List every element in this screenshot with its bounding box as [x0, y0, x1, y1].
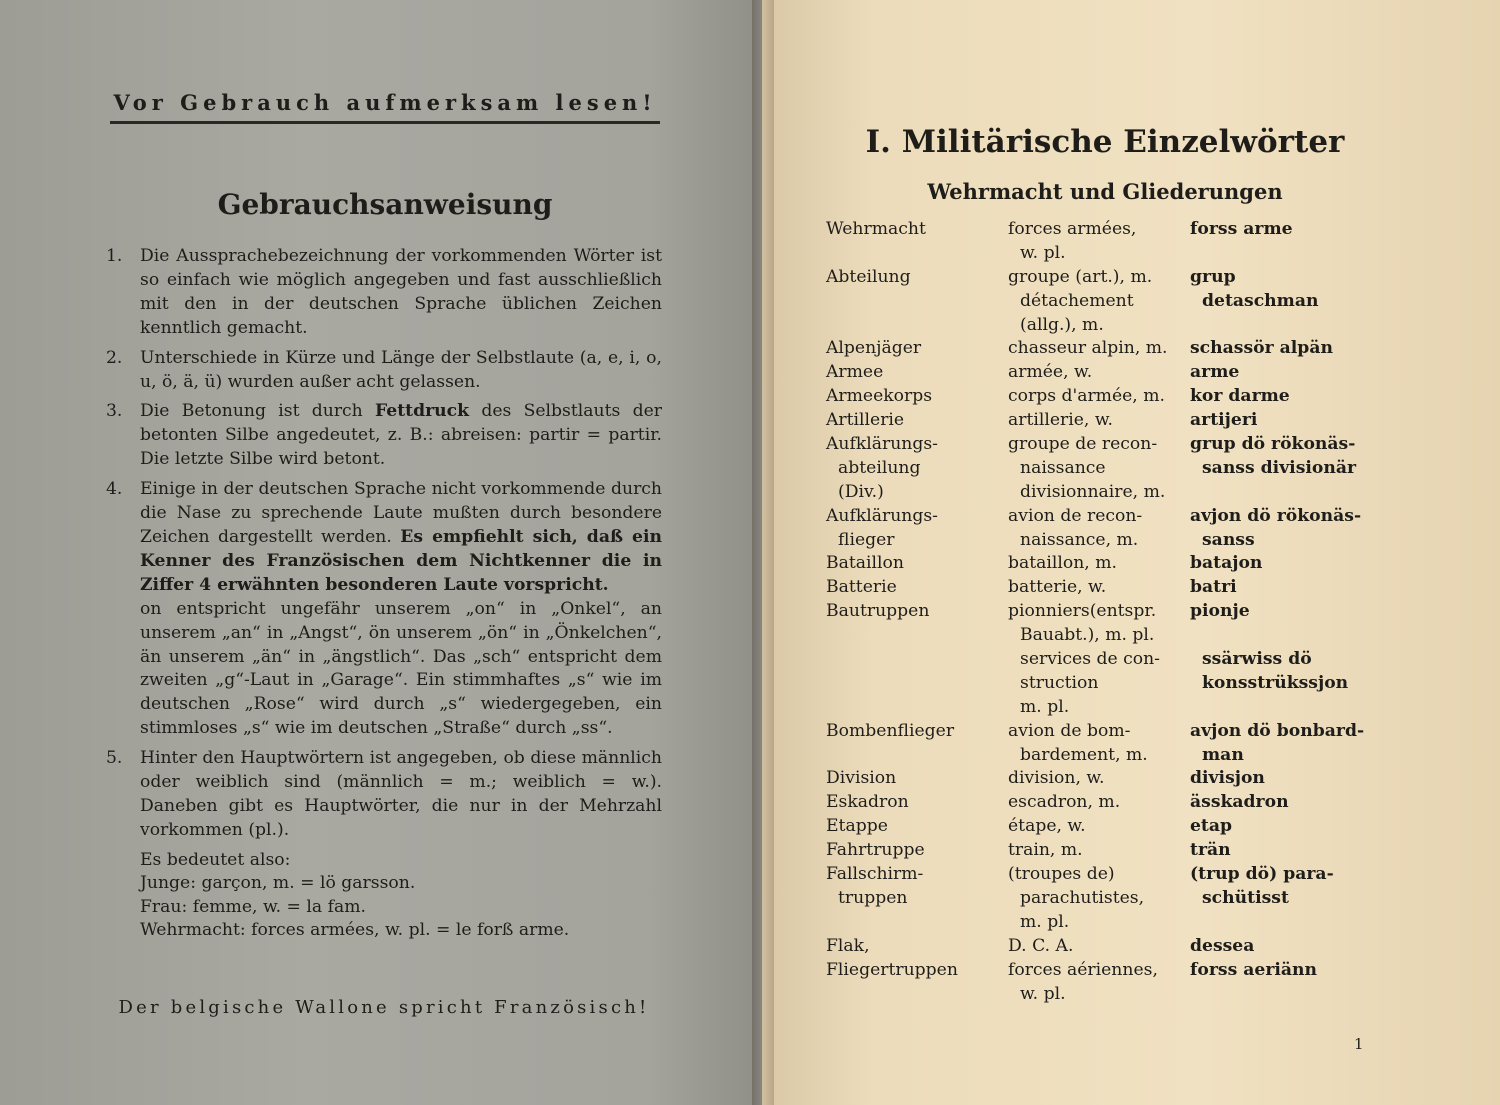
french-term — [1008, 720, 1190, 768]
vocab-entry — [826, 720, 1386, 768]
vocab-entry — [826, 791, 1386, 815]
french-term-line: escadron, m. — [1008, 792, 1121, 813]
german-term-line — [826, 672, 1008, 696]
german-term — [826, 600, 1008, 719]
german-term-line — [826, 696, 1008, 720]
french-term — [1008, 361, 1190, 385]
french-term-line: naissance — [1020, 457, 1106, 478]
german-term-line: Batterie — [826, 577, 897, 598]
french-term-line: pionniers(entspr. — [1008, 601, 1157, 622]
item-text: Unterschiede in Kürze und Länge der Selbstlaute (a, e, i, o, u, ö, ä, ü) wurden außer acht gelassen. — [140, 347, 662, 392]
pronunciation — [1190, 218, 1380, 266]
pronunciation — [1190, 552, 1380, 576]
french-term-line: avion de bom- — [1008, 720, 1131, 741]
french-term-line: bataillon, m. — [1008, 553, 1117, 574]
french-term — [1008, 433, 1190, 505]
german-term — [826, 266, 1008, 338]
french-term — [1008, 815, 1190, 839]
item-number: 2. — [106, 347, 123, 368]
pronunciation-line: dessea — [1190, 935, 1255, 956]
pronunciation-line: arme — [1190, 362, 1240, 383]
bold-recommendation: Es empfiehlt sich, daß ein Kenner des Französischen dem Nichtkenner die in Ziffer 4 erwähnten besonderen Laute vorspricht. — [140, 526, 663, 595]
pronunciation-line: ässkadron — [1190, 792, 1289, 813]
pronunciation-line: grup dö rökonäs- — [1190, 434, 1356, 455]
pronunciation — [1190, 815, 1380, 839]
german-term — [826, 337, 1008, 361]
item-text-part: Einige in der deutschen Sprache nicht vorkommende durch die Nase zu sprechende Laute mußten durch besondere Zeichen dargestellt werden. — [140, 479, 662, 547]
item-text — [140, 478, 662, 741]
german-term — [826, 767, 1008, 791]
vocab-entry — [826, 600, 1386, 719]
instruction-item-2 — [106, 347, 662, 395]
example-line: Wehrmacht: forces armées, w. pl. = le forß arme. — [140, 920, 570, 941]
french-term-line: chasseur alpin, m. — [1008, 338, 1168, 359]
pronunciation-line — [1190, 983, 1380, 1007]
german-term — [826, 839, 1008, 863]
german-term-line: Eskadron — [826, 792, 909, 813]
pronunciation — [1190, 409, 1380, 433]
french-term-line: étape, w. — [1008, 816, 1086, 837]
vocab-entry — [826, 409, 1386, 433]
german-term-line: Wehrmacht — [826, 219, 926, 239]
french-term-line: armée, w. — [1008, 362, 1093, 383]
examples-block — [140, 849, 662, 943]
pronunciation — [1190, 361, 1380, 385]
pronunciation — [1190, 433, 1380, 505]
french-term — [1008, 576, 1190, 600]
pronunciation-line: kor darme — [1190, 386, 1290, 407]
pronunciation — [1190, 839, 1380, 863]
pronunciation-line — [1190, 624, 1380, 648]
example-line: Frau: femme, w. = la fam. — [140, 896, 366, 917]
french-term — [1008, 552, 1190, 576]
pronunciation-line: sanss — [1202, 529, 1255, 550]
german-term-line: Artillerie — [826, 410, 905, 431]
french-term-line: groupe de recon- — [1008, 434, 1158, 455]
german-term-line: Flak, — [826, 935, 870, 956]
pronunciation-line: forss arme — [1190, 219, 1293, 239]
french-term — [1008, 600, 1190, 719]
pronunciation-line: schassör alpän — [1190, 338, 1333, 359]
nasal-sounds-note: on entspricht ungefähr unserem „on“ in „Onkel“, an unserem „an“ in „Angst“, ön unserem „ön“ in „Önkelchen“, än unserem „än“ in „ängstlich“. Das „sch“ entspricht dem zweiten „g“-Laut in „Garage“. Ein stimmhaftes „s“ wie im deutschen „Rose“ wird durch „s“ wiedergegeben, ein stimmloses „s“ wie im deutschen „Straße“ durch „ss“. — [140, 598, 662, 739]
german-term — [826, 218, 1008, 266]
vocabulary-list — [826, 218, 1386, 1006]
german-term-line: Armeekorps — [826, 386, 933, 407]
pronunciation-line: (trup dö) para- — [1190, 864, 1334, 885]
german-term-line — [826, 911, 1008, 935]
vocab-entry — [826, 505, 1386, 553]
pronunciation — [1190, 863, 1380, 935]
german-term-line: Fahrtruppe — [826, 840, 925, 861]
french-term-line: D. C. A. — [1008, 935, 1074, 956]
vocab-entry — [826, 218, 1386, 266]
french-term-line: batterie, w. — [1008, 577, 1107, 598]
german-term-line — [826, 983, 1008, 1007]
german-term-line: Fliegertruppen — [826, 959, 958, 980]
german-term-line — [826, 314, 1008, 338]
german-term-line — [826, 744, 1008, 768]
german-term-line: Aufklärungs- — [826, 505, 938, 526]
german-term-line — [826, 242, 1008, 266]
pronunciation-line: batajon — [1190, 553, 1263, 574]
french-term-line: naissance, m. — [1020, 529, 1139, 550]
german-term-line: Bataillon — [826, 553, 904, 574]
pronunciation — [1190, 505, 1380, 553]
french-term — [1008, 863, 1190, 935]
french-term-line: Bauabt.), m. pl. — [1020, 625, 1155, 646]
french-term — [1008, 337, 1190, 361]
example-line: Es bedeutet also: — [140, 849, 291, 870]
german-term-line: Armee — [826, 362, 884, 383]
pronunciation-line — [1190, 314, 1380, 338]
french-term-line: w. pl. — [1020, 983, 1066, 1004]
pronunciation-line: avjon dö bonbard- — [1190, 720, 1365, 741]
item-text: Hinter den Hauptwörtern ist angegeben, ob diese männlich oder weiblich sind (männlich = m.; weiblich = w.). Daneben gibt es Hauptwörter, die nur in der Mehrzahl vorkommen (pl.). — [140, 748, 662, 840]
german-term — [826, 552, 1008, 576]
pronunciation-line: divisjon — [1190, 768, 1265, 789]
pronunciation-line: sanss divisionär — [1202, 457, 1357, 478]
pronunciation-line: batri — [1190, 577, 1237, 598]
german-term-line: Division — [826, 768, 897, 789]
vocab-entry — [826, 935, 1386, 959]
german-term-line: Abteilung — [826, 266, 911, 287]
pronunciation-line: forss aeriänn — [1190, 959, 1318, 980]
french-term-line: (troupes de) — [1008, 864, 1115, 885]
vocab-entry — [826, 767, 1386, 791]
pronunciation — [1190, 935, 1380, 959]
german-term — [826, 720, 1008, 768]
french-term-line: (allg.), m. — [1020, 314, 1104, 335]
french-term-line: forces aériennes, — [1008, 959, 1158, 980]
pronunciation — [1190, 600, 1380, 719]
instruction-item-4 — [106, 478, 662, 741]
item-text: Die Aussprachebezeichnung der vorkommenden Wörter ist so einfach wie möglich angegeben und fast ausschließlich mit den in der deutschen Sprache üblichen Zeichen kenntlich gemacht. — [140, 246, 662, 338]
german-term — [826, 935, 1008, 959]
french-term-line: division, w. — [1008, 768, 1105, 789]
german-term-line: truppen — [838, 887, 908, 908]
instructions-title: Gebrauchsanweisung — [217, 188, 553, 221]
french-term — [1008, 959, 1190, 1007]
french-term-line: artillerie, w. — [1008, 410, 1113, 431]
french-term — [1008, 767, 1190, 791]
german-term-line — [826, 290, 1008, 314]
french-term-line: train, m. — [1008, 840, 1083, 861]
german-term-line: flieger — [838, 529, 895, 550]
vocab-entry — [826, 385, 1386, 409]
french-term-line: services de con- — [1020, 649, 1160, 670]
page-number: 1 — [1354, 1035, 1364, 1053]
item-number: 4. — [106, 479, 123, 500]
pronunciation — [1190, 385, 1380, 409]
vocab-entry — [826, 361, 1386, 385]
french-term — [1008, 266, 1190, 338]
german-term-line — [826, 648, 1008, 672]
pronunciation-line: pionje — [1190, 601, 1250, 622]
french-term-line: forces armées, — [1008, 219, 1137, 239]
pronunciation-line: etap — [1190, 816, 1233, 837]
french-term-line: groupe (art.), m. — [1008, 266, 1153, 287]
french-term-line: détachement — [1020, 290, 1134, 311]
pronunciation-line: ssärwiss dö — [1202, 649, 1312, 670]
french-term-line: m. pl. — [1020, 696, 1070, 717]
german-term — [826, 433, 1008, 505]
pronunciation-line: detaschman — [1202, 290, 1319, 311]
pronunciation-line — [1190, 242, 1380, 266]
pronunciation-line: trän — [1190, 840, 1231, 861]
vocab-entry — [826, 839, 1386, 863]
pronunciation — [1190, 576, 1380, 600]
header-note: Vor Gebrauch aufmerksam lesen! — [113, 90, 657, 115]
french-term-line: m. pl. — [1020, 911, 1070, 932]
german-term-line: Bombenflieger — [826, 720, 955, 741]
german-term-line: Etappe — [826, 816, 888, 837]
instructions-list — [106, 245, 662, 943]
instruction-item-3 — [106, 400, 662, 472]
pronunciation — [1190, 720, 1380, 768]
pronunciation-line — [1190, 481, 1380, 505]
french-term — [1008, 791, 1190, 815]
german-term-line: Bautruppen — [826, 601, 930, 622]
pronunciation — [1190, 767, 1380, 791]
french-term-line: divisionnaire, m. — [1020, 481, 1166, 502]
vocab-entry — [826, 959, 1386, 1007]
french-term — [1008, 385, 1190, 409]
german-term-line — [826, 624, 1008, 648]
german-term — [826, 863, 1008, 935]
french-term — [1008, 409, 1190, 433]
instruction-item-5 — [106, 747, 662, 843]
section-subtitle: Wehrmacht und Gliederungen — [927, 179, 1283, 204]
german-term-line: Aufklärungs- — [826, 434, 938, 455]
pronunciation-line: artijeri — [1190, 410, 1258, 431]
french-term — [1008, 218, 1190, 266]
vocab-entry — [826, 863, 1386, 935]
french-term — [1008, 839, 1190, 863]
item-text-part: Die Betonung ist durch — [140, 401, 376, 422]
german-term — [826, 791, 1008, 815]
german-term-line: Alpenjäger — [826, 338, 922, 359]
french-term-line: parachutistes, — [1020, 887, 1145, 908]
vocab-entry — [826, 433, 1386, 505]
example-line: Junge: garçon, m. = lö garsson. — [140, 873, 416, 894]
item-number: 3. — [106, 401, 123, 422]
vocab-entry — [826, 552, 1386, 576]
pronunciation-line: schütisst — [1202, 887, 1289, 908]
french-term-line: corps d'armée, m. — [1008, 386, 1165, 407]
vocab-entry — [826, 815, 1386, 839]
item-number: 5. — [106, 748, 123, 769]
french-term-line: w. pl. — [1020, 242, 1066, 263]
vocab-entry — [826, 337, 1386, 361]
pronunciation — [1190, 266, 1380, 338]
instruction-item-1 — [106, 245, 662, 341]
pronunciation-line: grup — [1190, 266, 1236, 287]
book-gutter — [752, 0, 774, 1105]
pronunciation-line: avjon dö rökonäs- — [1190, 505, 1362, 526]
header-rule — [110, 121, 660, 124]
bold-word: Fettdruck — [375, 401, 470, 422]
closing-line: Der belgische Wallone spricht Französisch! — [118, 997, 650, 1018]
vocab-entry — [826, 266, 1386, 338]
german-term — [826, 409, 1008, 433]
german-term-line: abteilung — [838, 457, 921, 478]
french-term — [1008, 505, 1190, 553]
german-term — [826, 576, 1008, 600]
item-text — [140, 400, 662, 472]
german-term — [826, 385, 1008, 409]
pronunciation-line: man — [1202, 744, 1244, 765]
german-term-line: Fallschirm- — [826, 864, 924, 885]
item-number: 1. — [106, 246, 123, 266]
german-term — [826, 815, 1008, 839]
vocab-entry — [826, 576, 1386, 600]
pronunciation-line: konsstrükssjon — [1202, 672, 1349, 693]
french-term — [1008, 935, 1190, 959]
item-text-part: des Selbstlauts der betonten Silbe angedeutet, z. B.: abreisen: partir = partir. Die letzte Silbe wird betont. — [140, 401, 662, 470]
french-term-line: bardement, m. — [1020, 744, 1148, 765]
french-term-line: struction — [1020, 672, 1099, 693]
pronunciation-line — [1190, 696, 1380, 720]
pronunciation — [1190, 791, 1380, 815]
german-term — [826, 505, 1008, 553]
chapter-title: I. Militärische Einzelwörter — [865, 124, 1345, 160]
pronunciation — [1190, 959, 1380, 1007]
german-term-line: (Div.) — [838, 481, 884, 502]
german-term — [826, 959, 1008, 1007]
pronunciation-line — [1190, 911, 1380, 935]
french-term-line: avion de recon- — [1008, 505, 1143, 526]
pronunciation — [1190, 337, 1380, 361]
german-term — [826, 361, 1008, 385]
